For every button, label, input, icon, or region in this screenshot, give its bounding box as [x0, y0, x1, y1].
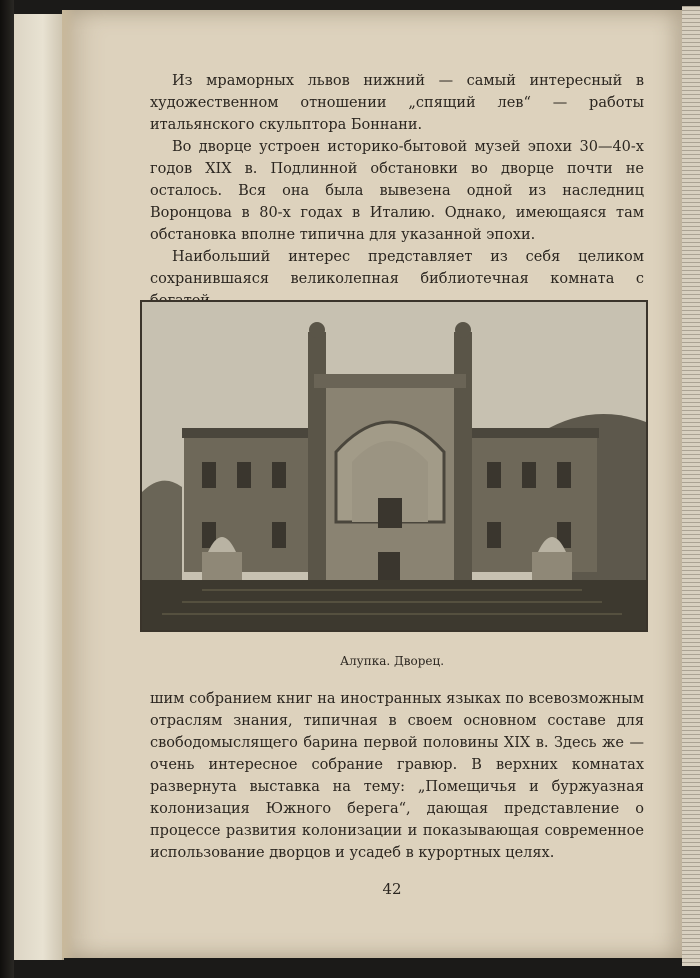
body-text-top [150, 70, 644, 312]
photo-caption: Алупка. Дворец. [339, 654, 445, 668]
page-gutter [62, 10, 76, 958]
paragraph-museum: Во дворце устроен историко-бытовой музей эпохи 30—40-х годов XIX в. Подлинной обстановки во дворце почти не осталось. Вся она была вывезена одной из наследниц Воронцова в 80-х годах в Италию. Однако, имеющаяся там обстановка вполне типична для указанной эпохи. [150, 139, 644, 243]
paragraph-lions: Из мраморных львов нижний — самый интересный в художественном отношении „спящий лев“ — работы итальянского скульптора Боннани. [150, 73, 644, 133]
paragraph-library-continued: шим собранием книг на иностранных языках по всевозможным отраслям знания, типичная в своем основном составе для свободомыслящего барина первой половины XIX в. Здесь же — очень интересное собрание гравюр. В верхних комнатах развернута выставка на тему: „Помещичья и буржуазная колонизация Южного берега“, дающая представление о процессе развития колонизации и показывающая современное использование дворцов и усадеб в курортных целях. [150, 691, 644, 861]
page-number: 42 [382, 880, 402, 898]
page-edge-right [682, 6, 700, 966]
body-text-bottom [150, 688, 644, 864]
palace-photo [140, 300, 648, 632]
page-edge-left [14, 14, 64, 960]
palace-illustration [142, 302, 646, 630]
book-spine [0, 0, 14, 978]
paragraph-library: Наибольший интерес представляет из себя целиком сохранившаяся великолепная библиотечная комната с [150, 249, 644, 287]
